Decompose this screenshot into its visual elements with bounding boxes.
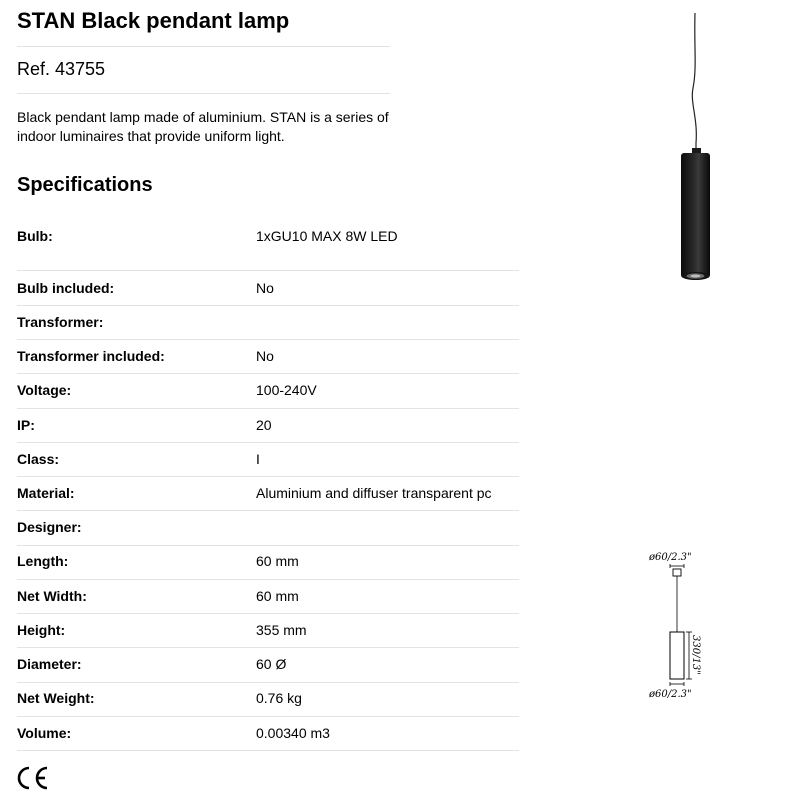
- spec-row: [17, 348, 519, 374]
- spec-label: Net Width:: [17, 588, 87, 604]
- product-title: STAN Black pendant lamp: [17, 8, 290, 33]
- spec-label: Material:: [17, 485, 75, 501]
- spec-label: Net Weight:: [17, 690, 95, 706]
- spec-value: 60 Ø: [256, 656, 287, 672]
- spec-label: Class:: [17, 451, 60, 467]
- spec-value: Aluminium and diffuser transparent pc: [256, 485, 492, 501]
- title-divider: [17, 46, 390, 47]
- spec-value: 60 mm: [256, 553, 299, 569]
- spec-value: 100-240V: [256, 382, 317, 398]
- spec-row: [17, 382, 519, 409]
- top-diameter-label: ø60/2.3": [649, 552, 692, 563]
- spec-row: [17, 417, 519, 443]
- spec-row: [17, 622, 519, 648]
- spec-value: 0.00340 m3: [256, 725, 330, 741]
- spec-value: I: [256, 451, 260, 467]
- spec-value: 60 mm: [256, 588, 299, 604]
- spec-row: [17, 485, 519, 511]
- spec-label: Designer:: [17, 519, 82, 535]
- spec-value: No: [256, 280, 274, 296]
- spec-row: [17, 519, 519, 546]
- spec-row: [17, 280, 519, 306]
- spec-label: Transformer included:: [17, 348, 165, 364]
- spec-row: [17, 553, 519, 580]
- spec-row: [17, 656, 519, 683]
- spec-row: [17, 314, 519, 340]
- spec-label: Diameter:: [17, 656, 82, 672]
- spec-value: 20: [256, 417, 272, 433]
- product-photo: [640, 8, 760, 288]
- spec-label: Height:: [17, 622, 66, 638]
- spec-label: Bulb included:: [17, 280, 115, 296]
- ce-mark-icon: [14, 765, 50, 791]
- spec-value: 1xGU10 MAX 8W LED: [256, 228, 398, 244]
- spec-label: Transformer:: [17, 314, 104, 330]
- spec-label: Volume:: [17, 725, 72, 741]
- bottom-diameter-label: ø60/2.3": [649, 689, 692, 700]
- spec-row: [17, 690, 519, 717]
- spec-label: Bulb:: [17, 228, 53, 244]
- spec-row: [17, 725, 519, 751]
- spec-label: Voltage:: [17, 382, 72, 398]
- specifications-heading: Specifications: [17, 174, 153, 196]
- reference-divider: [17, 93, 390, 94]
- product-reference: Ref. 43755: [17, 59, 106, 79]
- spec-label: Length:: [17, 553, 69, 569]
- lamp-body: [681, 153, 710, 278]
- spec-value: No: [256, 348, 274, 364]
- spec-value: 0.76 kg: [256, 690, 302, 706]
- technical-drawing: [640, 545, 720, 705]
- spec-row: [17, 588, 519, 614]
- spec-value: 355 mm: [256, 622, 307, 638]
- height-label: 330/13": [690, 635, 701, 675]
- spec-label: IP:: [17, 417, 35, 433]
- product-description: Black pendant lamp made of aluminium. STAN is a series of indoor luminaires that provide uniform light.: [17, 109, 389, 144]
- suspension-cable: [692, 13, 696, 151]
- spec-row: [17, 451, 519, 477]
- spec-row: [17, 228, 519, 271]
